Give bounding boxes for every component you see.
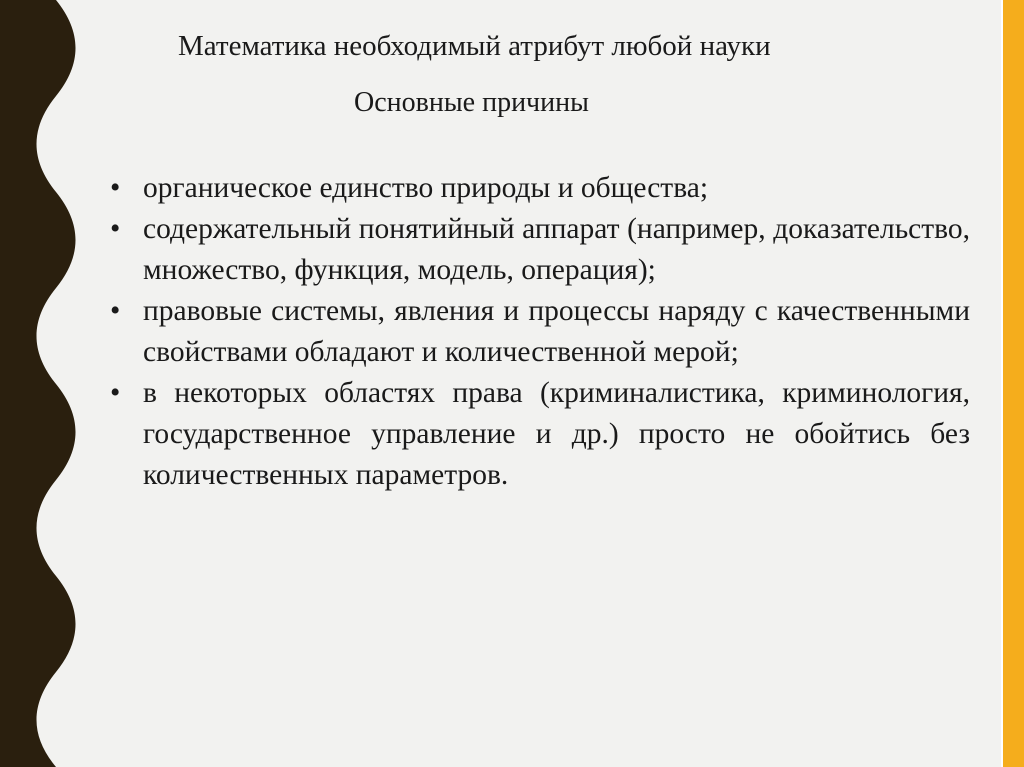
list-item: [110, 373, 970, 496]
list-item-text: содержательный понятийный аппарат (например, доказательство, множество, функция, модель, операция);: [143, 213, 970, 286]
list-item: [110, 168, 970, 209]
bullet-icon: •: [110, 213, 121, 245]
slide-title: Математика необходимый атрибут любой науки: [178, 30, 771, 62]
slide-subtitle: Основные причины: [354, 87, 589, 118]
list-item-text: органическое единство природы и общества;: [143, 172, 709, 204]
bullet-icon: •: [110, 377, 121, 409]
bullet-icon: •: [110, 172, 121, 204]
wavy-border-shape: [0, 0, 76, 767]
reasons-list: [110, 168, 970, 496]
bullet-icon: •: [110, 295, 121, 327]
list-item-text: правовые системы, явления и процессы наряду с качественными свойствами обладают и количественной мерой;: [143, 295, 970, 368]
right-accent-bar: [1003, 0, 1024, 767]
list-item: [110, 291, 970, 373]
wavy-left-border: [0, 0, 90, 767]
list-item-text: в некоторых областях права (криминалистика, криминология, государственное управление и др.) просто не обойтись без количественных параметров.: [143, 377, 970, 491]
list-item: [110, 209, 970, 291]
